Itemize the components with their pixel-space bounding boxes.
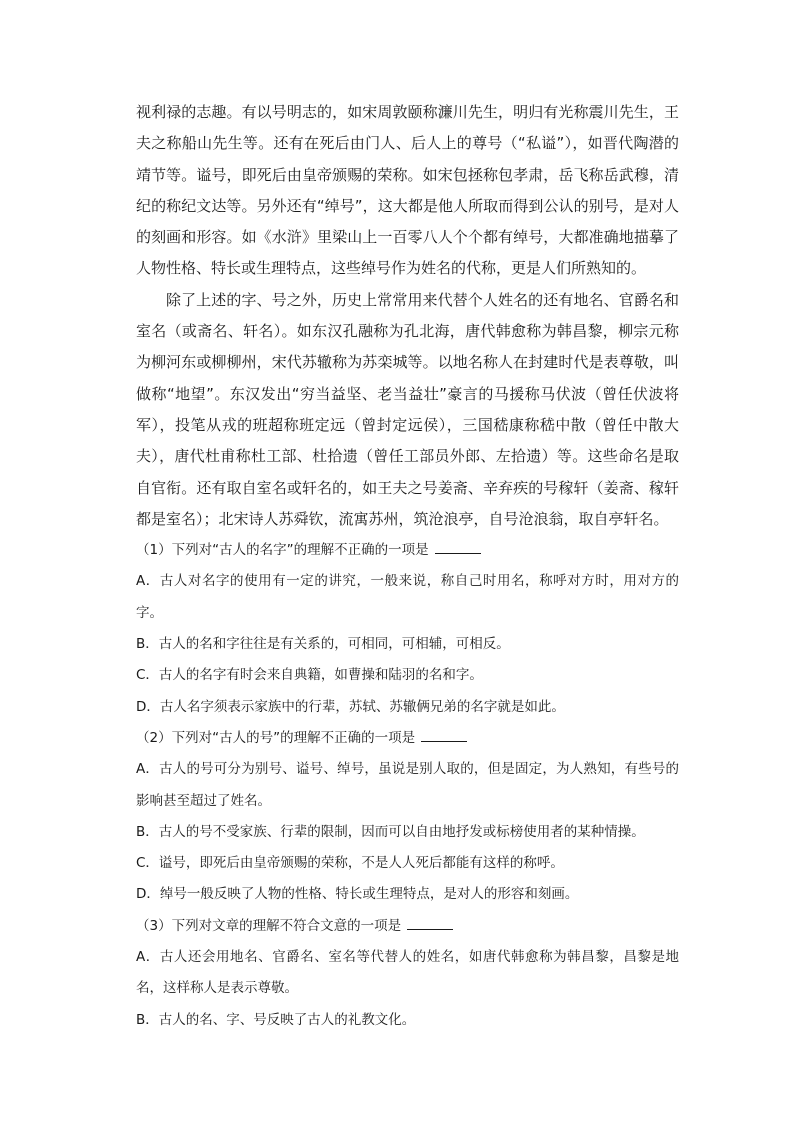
question-2 <box>136 723 679 911</box>
question-1 <box>136 535 679 723</box>
question-1-option-b: B．古人的名和字往往是有关系的，可相同，可相辅，可相反。 <box>136 636 510 653</box>
passage-paragraph-1: 视利禄的志趣。有以号明志的，如宋周敦颐称濂川先生，明归有光称震川先生，王夫之称船山先生等。还有在死后由门人、后人上的尊号（“私谥”），如晋代陶潜的靖节等。谥号，即死后由皇帝颁赐的荣称。如宋包拯称包孝肃，岳飞称岳武穆，清纪的称纪文达等。另外还有“绰号”，这大都是他人所取而得到公认的别号，是对人的刻画和形容。如《水浒》里梁山上一百零八人个个都有绰号，大都准确地描摹了人物性格、特长或生理特点，这些绰号作为姓名的代称，更是人们所熟知的。 <box>136 103 679 278</box>
question-2-option-c: C．谥号，即死后由皇帝颁赐的荣称，不是人人死后都能有这样的称呼。 <box>136 855 564 872</box>
passage-paragraph-2: 除了上述的字、号之外，历史上常常用来代替个人姓名的还有地名、官爵名和室名（或斋名、轩名）。如东汉孔融称为孔北海，唐代韩愈称为韩昌黎，柳宗元称为柳河东或柳柳州，宋代苏辙称为苏栾城等。以地名称人在封建时代是表尊敬，叫做称“地望”。东汉发出“穷当益坚、老当益壮”豪言的马援称马伏波（曾任伏波将军），投笔从戎的班超称班定远（曾封定远侯），三国嵇康称嵇中散（曾任中散大夫），唐代杜甫称杜工部、杜拾遗（曾任工部员外郎、左拾遗）等。这些命名是取自官衔。还有取自室名或轩名的，如王夫之号姜斋、辛弃疾的号稼轩（姜斋、稼轩都是室名）；北宋诗人苏舜钦，流寓苏州，筑沧浪亭，自号沧浪翁，取自亭轩名。 <box>136 290 679 528</box>
answer-blank-2[interactable] <box>421 727 467 742</box>
question-1-stem <box>136 535 679 566</box>
question-1-option-a: A．古人对名字的使用有一定的讲究，一般来说，称自己时用名，称呼对方时，用对方的字。 <box>136 573 679 621</box>
question-2-stem <box>136 723 679 754</box>
question-2-option-a: A．古人的号可分为别号、谥号、绰号，虽说是别人取的，但是固定，为人熟知，有些号的影响甚至超过了姓名。 <box>136 761 679 809</box>
question-1-option-c: C．古人的名字有时会来自典籍，如曹操和陆羽的名和字。 <box>136 667 483 684</box>
document-content <box>136 97 679 1036</box>
answer-blank-3[interactable] <box>407 915 453 930</box>
question-2-stem-text: （2）下列对“古人的号”的理解不正确的一项是 <box>136 729 416 746</box>
question-2-option-d: D．绰号一般反映了人物的性格、特长或生理特点，是对人的形容和刻画。 <box>136 886 579 903</box>
question-3-stem <box>136 911 679 942</box>
question-1-option-d: D．古人名字须表示家族中的行辈，苏轼、苏辙俩兄弟的名字就是如此。 <box>136 698 565 715</box>
question-3 <box>136 911 679 1036</box>
question-3-option-a: A．古人还会用地名、官爵名、室名等代替人的姓名，如唐代韩愈称为韩昌黎，昌黎是地名，这样称人是表示尊敬。 <box>136 949 679 997</box>
answer-blank-1[interactable] <box>435 539 481 554</box>
question-3-option-b: B．古人的名、字、号反映了古人的礼教文化。 <box>136 1011 416 1028</box>
question-3-stem-text: （3）下列对文章的理解不符合文意的一项是 <box>136 917 402 934</box>
question-1-stem-text: （1）下列对“古人的名字”的理解不正确的一项是 <box>136 542 429 559</box>
question-2-option-b: B．古人的号不受家族、行辈的限制，因而可以自由地抒发或标榜使用者的某种情操。 <box>136 823 645 840</box>
